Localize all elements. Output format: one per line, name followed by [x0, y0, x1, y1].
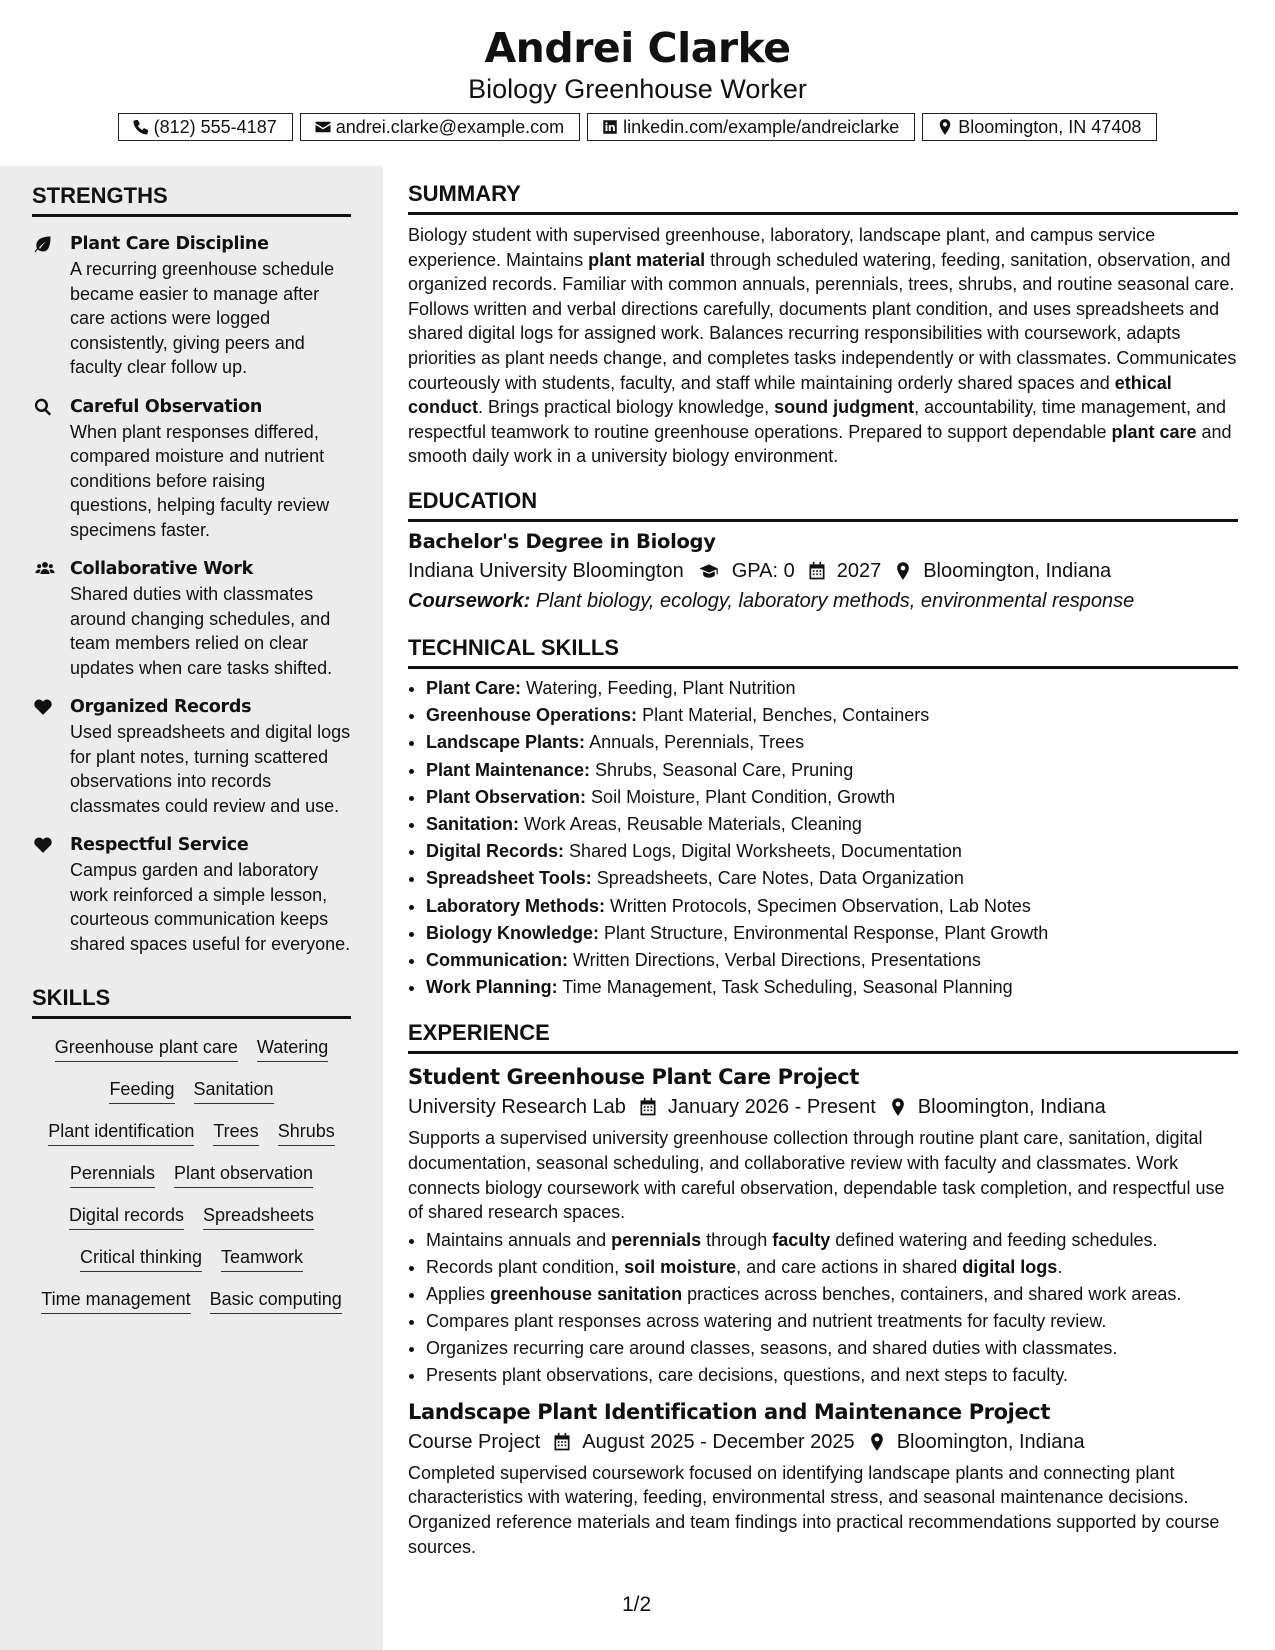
contact-email[interactable] [300, 113, 580, 141]
list-item [426, 838, 1238, 865]
contact-bar [0, 113, 1275, 141]
skill-tag: Shrubs [278, 1119, 335, 1146]
map-pin-icon [888, 1097, 908, 1117]
summary-segment: through scheduled watering, feeding, sanitation, observation, and organized records. Familiar with common annuals, perennials, trees, shrubs, and routine seasonal care. Follows written and verbal directions carefully, documents plant condition, and uses spreadsheets and shared digital logs for assigned work. Balances recurring responsibilities with coursework, adapts priorities as plant needs change, and completes tasks independently or with classmates. Communicates courteously with students, faculty, and staff while maintaining orderly shared spaces and [408, 249, 1237, 393]
bullet-text: Applies [426, 1283, 491, 1304]
list-item [426, 1254, 1238, 1281]
gpa-text: GPA: 0 [731, 559, 795, 582]
strength-title: Respectful Service [70, 835, 249, 855]
strength-item [32, 694, 351, 818]
list-item [426, 893, 1238, 920]
date-range: January 2026 - Present [667, 1096, 876, 1119]
education-section [408, 487, 1238, 616]
bullet-text: defined watering and feeding schedules. [830, 1229, 1158, 1250]
bullet-emphasis: greenhouse sanitation [490, 1283, 683, 1304]
strength-title: Careful Observation [70, 396, 262, 417]
degree-title: Bachelor's Degree in Biology [408, 529, 716, 553]
list-item [426, 974, 1238, 1001]
skill-label: Digital Records: [426, 841, 565, 862]
bullet-emphasis: soil moisture [624, 1256, 737, 1277]
contact-phone[interactable] [118, 113, 293, 141]
skill-label: Plant Observation: [426, 786, 587, 807]
education-meta [408, 556, 1238, 586]
phone-text: (812) 555-4187 [153, 116, 277, 137]
skills-list [32, 1019, 351, 1314]
skill-tag: Critical thinking [80, 1245, 202, 1272]
skill-value: Time Management, Task Scheduling, Seasonal Planning [562, 977, 1013, 998]
summary-emphasis: sound judgment [774, 397, 915, 418]
list-item [426, 729, 1238, 756]
strength-desc: Used spreadsheets and digital logs for plant notes, turning scattered observations into records classmates could review and use. [70, 722, 351, 816]
list-item [426, 1227, 1238, 1254]
skill-value: Work Areas, Reusable Materials, Cleaning [524, 813, 862, 834]
strength-title: Organized Records [70, 697, 252, 717]
bullet-text: practices across benches, containers, and shared work areas. [682, 1283, 1182, 1304]
school-name: Indiana University Bloomington [408, 559, 684, 582]
skill-tag: Basic computing [210, 1287, 342, 1314]
skill-value: Annuals, Perennials, Trees [589, 732, 805, 753]
experience-location: Bloomington, Indiana [917, 1096, 1106, 1119]
map-pin-icon [936, 118, 954, 136]
list-item [426, 1308, 1238, 1335]
bullet-emphasis: perennials [611, 1229, 702, 1250]
skill-value: Shared Logs, Digital Worksheets, Documentation [569, 841, 962, 862]
list-item [426, 1281, 1238, 1308]
list-item [426, 1362, 1238, 1389]
summary-emphasis: plant care [1111, 421, 1197, 442]
technical-skills-list [408, 675, 1238, 1001]
skill-tag: Trees [213, 1119, 258, 1146]
coursework-line [408, 586, 1238, 616]
skill-value: Soil Moisture, Plant Condition, Growth [591, 786, 896, 807]
experience-description: Supports a supervised university greenhouse collection through routine plant care, sanitation, digital documentation, seasonal scheduling, and collaborative review with faculty and classmates. Work connects biology coursework with careful observation, dependable task completion, and respectful use of shared research spaces. [408, 1128, 1225, 1223]
education-heading: EDUCATION [408, 487, 1238, 522]
organization: Course Project [408, 1430, 541, 1453]
map-pin-icon [893, 561, 913, 581]
skill-tag: Teamwork [221, 1245, 303, 1272]
experience-entry [408, 1062, 1238, 1388]
linkedin-icon [601, 118, 619, 136]
linkedin-text: linkedin.com/example/andreiclarke [623, 116, 900, 137]
education-location: Bloomington, Indiana [923, 559, 1112, 582]
experience-meta [408, 1092, 1238, 1122]
date-range: August 2025 - December 2025 [582, 1430, 855, 1453]
calendar-icon [807, 561, 827, 581]
phone-icon [132, 118, 150, 136]
skill-tag: Watering [257, 1035, 328, 1062]
bullet-text: Presents plant observations, care decisions, questions, and next steps to faculty. [426, 1364, 1069, 1385]
list-item [426, 1335, 1238, 1362]
experience-bullets [408, 1227, 1238, 1389]
skill-value: Spreadsheets, Care Notes, Data Organization [596, 868, 964, 889]
skill-label: Greenhouse Operations: [426, 705, 638, 726]
list-item [426, 920, 1238, 947]
summary-emphasis: plant material [588, 249, 706, 270]
map-pin-icon [867, 1432, 887, 1452]
skill-tag: Perennials [70, 1161, 155, 1188]
skill-label: Sanitation: [426, 813, 519, 834]
skill-tag: Time management [41, 1287, 190, 1314]
skill-value: Written Directions, Verbal Directions, Presentations [573, 949, 981, 970]
skill-tag: Plant observation [174, 1161, 313, 1188]
skill-label: Work Planning: [426, 977, 558, 998]
list-item [426, 702, 1238, 729]
list-item [426, 947, 1238, 974]
strength-item [32, 832, 351, 956]
strength-desc: Campus garden and laboratory work reinforced a simple lesson, courteous communication keeps shared spaces useful for everyone. [70, 860, 351, 954]
skill-tag: Greenhouse plant care [55, 1035, 238, 1062]
experience-entry [408, 1397, 1238, 1559]
summary-segment: , accountability, time management, and respectful teamwork to routine greenhouse operations. Prepared to support dependable [408, 397, 1226, 442]
skill-tag: Sanitation [194, 1077, 274, 1104]
bullet-text: through [701, 1229, 773, 1250]
location-text: Bloomington, IN 47408 [958, 116, 1142, 137]
strength-title: Plant Care Discipline [70, 234, 269, 254]
skill-tag: Digital records [69, 1203, 184, 1230]
users-icon [32, 559, 58, 579]
heart-icon [32, 697, 54, 717]
skill-label: Plant Maintenance: [426, 759, 591, 780]
strength-desc: Shared duties with classmates around changing schedules, and team members relied on clear updates when care tasks shifted. [70, 584, 333, 678]
job-title: Biology Greenhouse Worker [468, 74, 807, 104]
graduation-year: 2027 [836, 559, 882, 582]
main-column [408, 180, 1238, 1559]
bullet-text: Maintains annuals and [426, 1229, 612, 1250]
experience-section [408, 1019, 1238, 1559]
search-icon [32, 397, 54, 417]
technical-skills-section [408, 634, 1238, 1001]
strength-title: Collaborative Work [70, 559, 253, 579]
skill-value: Plant Material, Benches, Containers [642, 705, 930, 726]
experience-description: Completed supervised coursework focused on identifying landscape plants and connecting plant characteristics with watering, feeding, environmental stress, and seasonal maintenance decisions. Organized reference materials and team findings into practical recommendations supported by course sources. [408, 1462, 1220, 1557]
experience-title: Landscape Plant Identification and Maintenance Project [408, 1399, 1050, 1424]
bullet-emphasis: digital logs [962, 1256, 1058, 1277]
skill-label: Plant Care: [426, 677, 522, 698]
summary-heading: SUMMARY [408, 180, 1238, 215]
list-item [426, 675, 1238, 702]
skill-label: Communication: [426, 949, 568, 970]
experience-title: Student Greenhouse Plant Care Project [408, 1065, 859, 1090]
strength-item [32, 231, 351, 380]
experience-heading: EXPERIENCE [408, 1019, 1238, 1054]
bullet-text: Records plant condition, [426, 1256, 625, 1277]
skill-value: Watering, Feeding, Plant Nutrition [526, 677, 796, 698]
strength-desc: A recurring greenhouse schedule became easier to manage after care actions were logged consistently, giving peers and faculty clear follow up. [70, 259, 335, 377]
email-text: andrei.clarke@example.com [335, 116, 565, 137]
skill-tag: Spreadsheets [203, 1203, 314, 1230]
skill-value: Plant Structure, Environmental Response, Plant Growth [604, 922, 1049, 943]
leaf-icon [32, 234, 54, 254]
summary-segment: and smooth daily work in a university biology environment. [408, 421, 1232, 467]
contact-linkedin[interactable] [587, 113, 915, 141]
skill-label: Laboratory Methods: [426, 895, 606, 916]
summary-text [408, 223, 1238, 469]
resume-header [0, 0, 1275, 166]
skill-tag: Feeding [109, 1077, 174, 1104]
technical-skills-heading: TECHNICAL SKILLS [408, 634, 1238, 669]
skill-value: Written Protocols, Specimen Observation, Lab Notes [610, 895, 1031, 916]
list-item [426, 784, 1238, 811]
list-item [426, 865, 1238, 892]
heart-icon [32, 835, 54, 855]
organization: University Research Lab [408, 1096, 626, 1119]
bullet-emphasis: faculty [772, 1229, 831, 1250]
summary-emphasis: ethical conduct [408, 372, 1172, 418]
skill-tag: Plant identification [48, 1119, 194, 1146]
candidate-name: Andrei Clarke [484, 24, 791, 72]
strengths-heading: STRENGTHS [32, 182, 351, 217]
summary-segment: . Brings practical biology knowledge, [478, 397, 775, 418]
page-number: 1/2 [622, 1593, 652, 1616]
calendar-icon [638, 1097, 658, 1117]
strength-desc: When plant responses differed, compared moisture and nutrient conditions before raising questions, helping faculty review specimens faster. [70, 421, 330, 540]
sidebar [0, 166, 383, 1650]
strength-item [32, 394, 351, 543]
list-item [426, 811, 1238, 838]
bullet-text: Compares plant responses across watering and nutrient treatments for faculty review. [426, 1310, 1107, 1331]
strengths-list [32, 231, 351, 956]
bullet-text: , and care actions in shared [736, 1256, 963, 1277]
skill-label: Biology Knowledge: [426, 922, 599, 943]
coursework-label: Coursework: [408, 589, 531, 612]
envelope-icon [314, 118, 332, 136]
graduation-cap-icon [696, 561, 722, 581]
bullet-text: Organizes recurring care around classes, seasons, and shared duties with classmates. [426, 1337, 1118, 1358]
experience-meta [408, 1427, 1238, 1457]
list-item [426, 757, 1238, 784]
experience-location: Bloomington, Indiana [896, 1430, 1085, 1453]
skills-heading: SKILLS [32, 984, 351, 1019]
summary-segment: Biology student with supervised greenhouse, laboratory, landscape plant, and campus service experience. Maintains [408, 225, 1156, 270]
strength-item [32, 556, 351, 680]
coursework-text: Plant biology, ecology, laboratory methods, environmental response [535, 589, 1135, 612]
contact-location[interactable] [922, 113, 1157, 141]
skill-label: Spreadsheet Tools: [426, 868, 592, 889]
skill-value: Shrubs, Seasonal Care, Pruning [595, 759, 854, 780]
skill-label: Landscape Plants: [426, 732, 586, 753]
bullet-text: . [1057, 1256, 1063, 1277]
calendar-icon [552, 1432, 572, 1452]
